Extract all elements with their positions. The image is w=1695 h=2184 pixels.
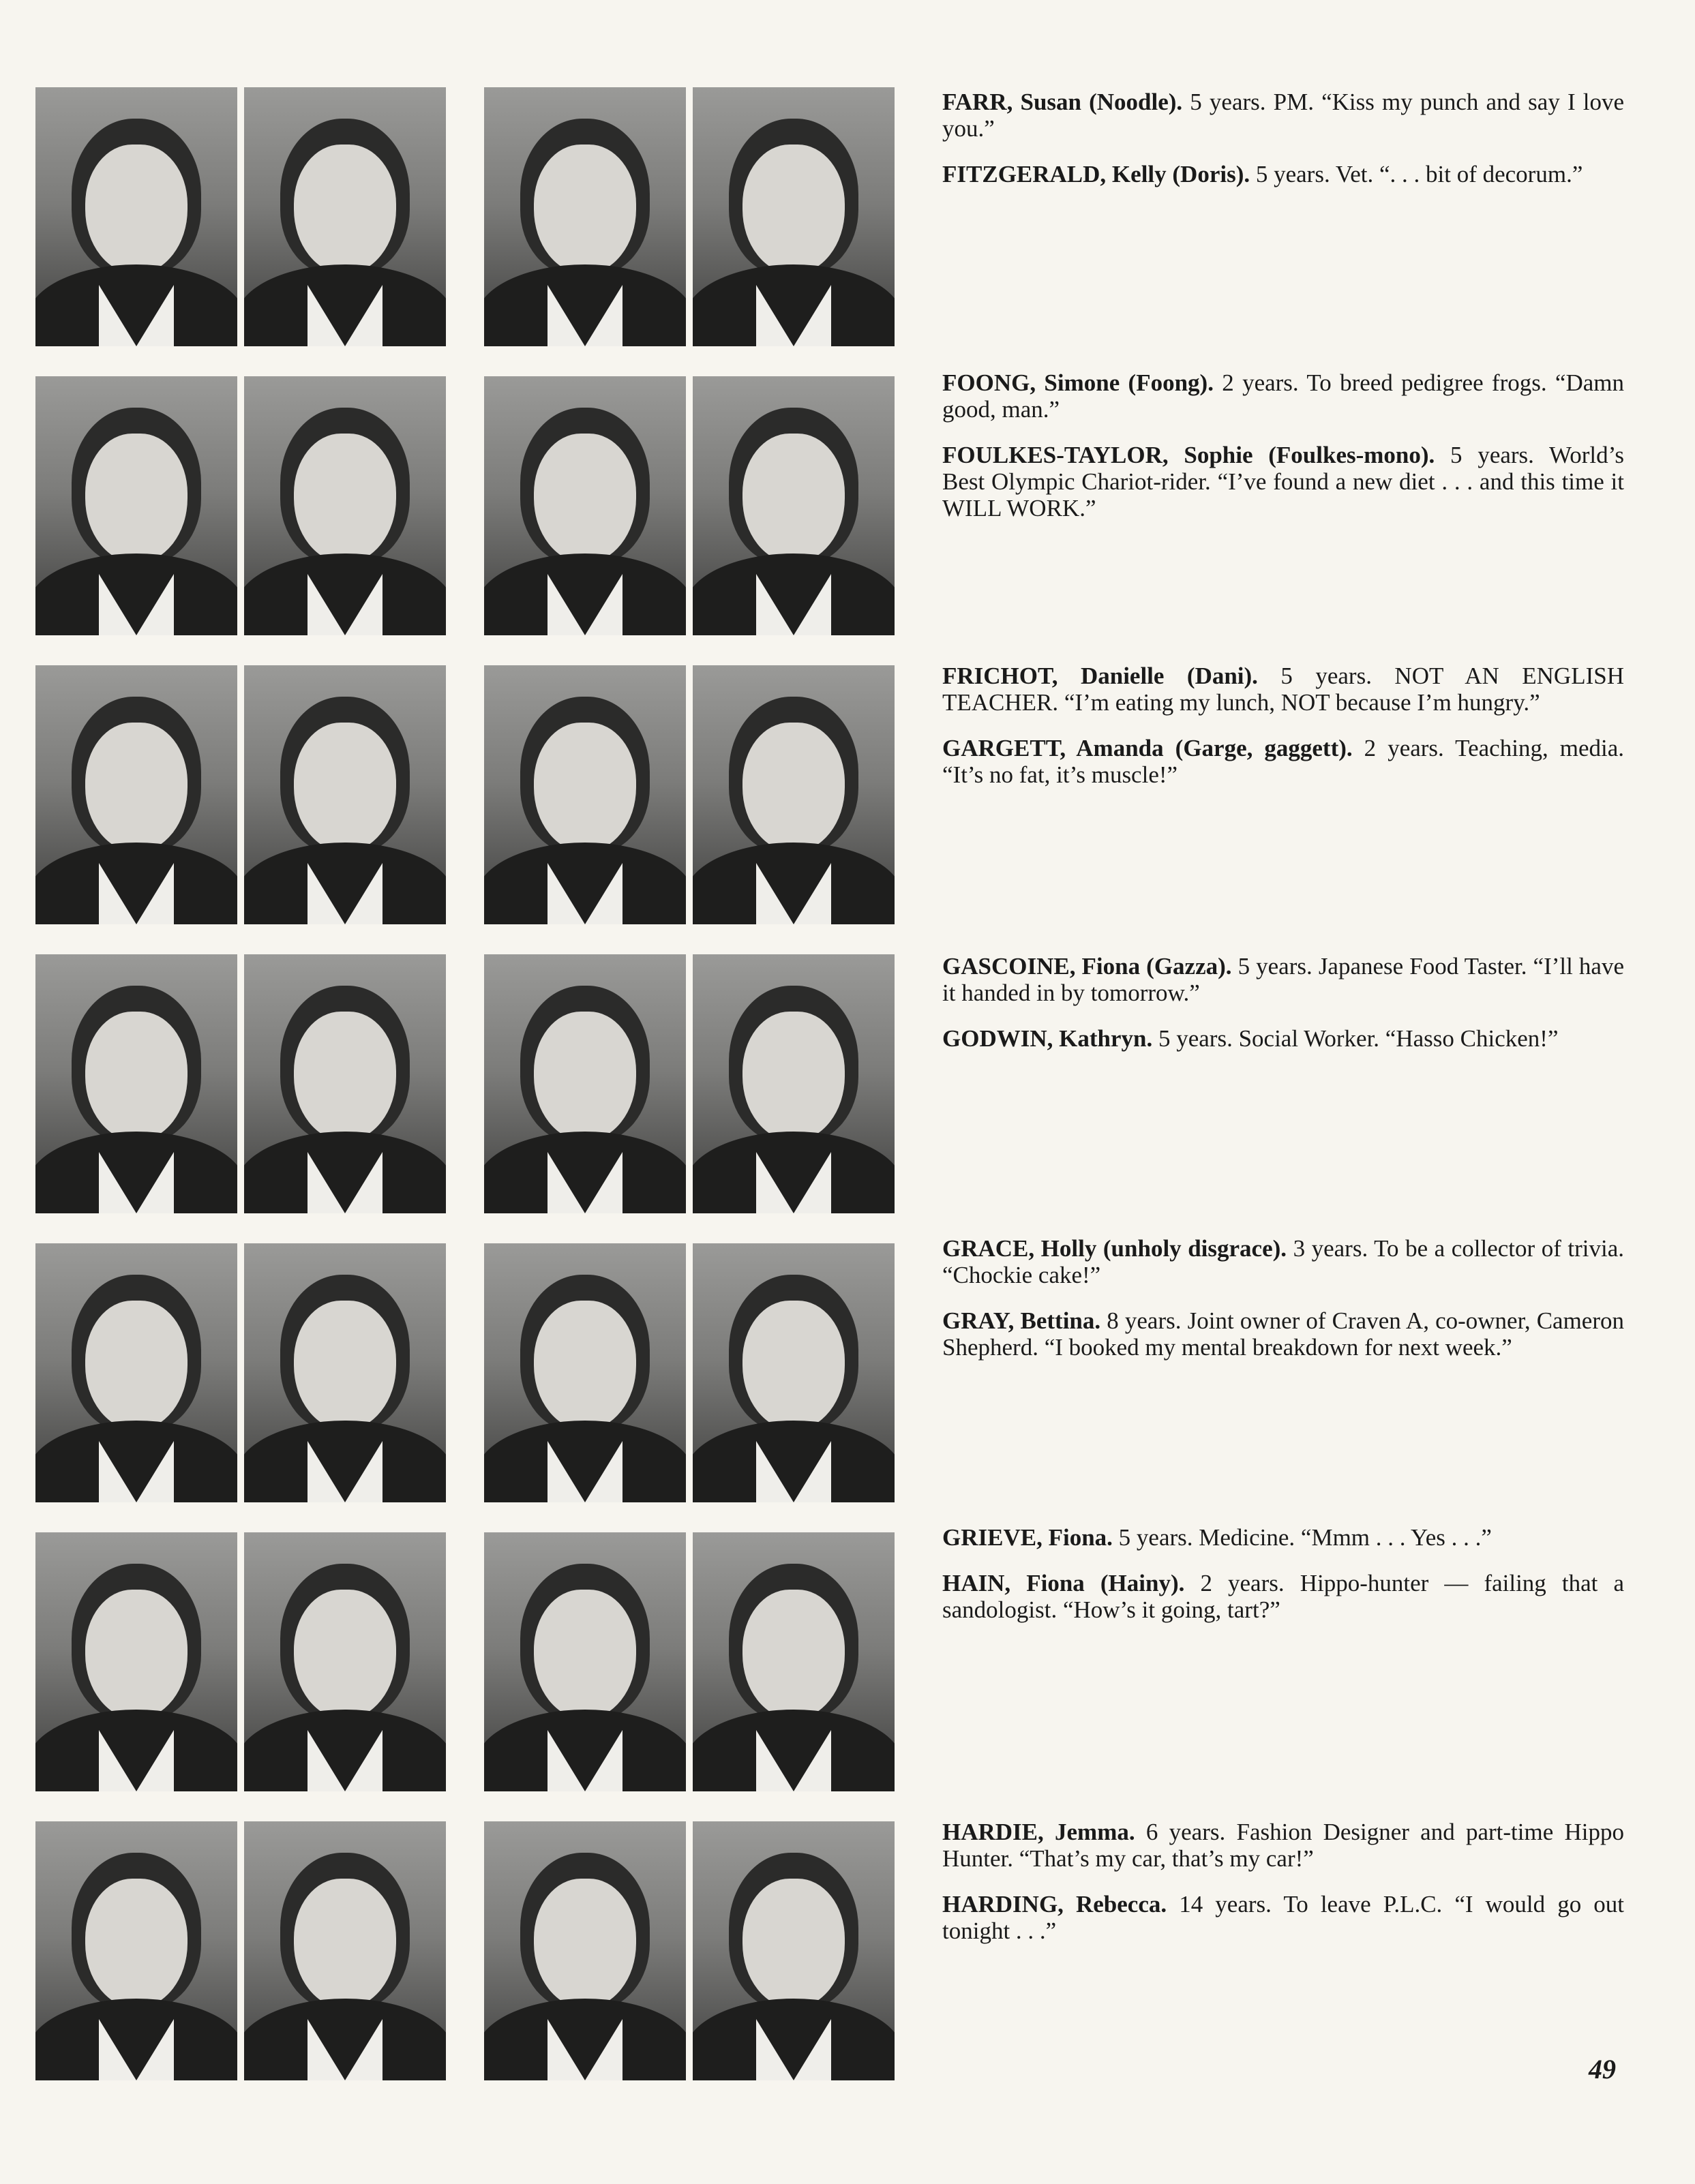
student-entry — [942, 1025, 1624, 1052]
student-details: 5 years. World’s Best Olympic Chariot-rider. “I’ve found a new diet . . . and this time it WILL WORK.” — [942, 442, 1624, 521]
student-entry — [942, 1819, 1624, 1872]
photo-pair — [35, 1243, 451, 1502]
student-name: HARDING, Rebecca. — [942, 1891, 1167, 1917]
student-details: 6 years. Fashion Designer and part-time Hippo Hunter. “That’s my car, that’s my car!” — [942, 1819, 1624, 1872]
photo-pair — [35, 1532, 451, 1791]
student-details: 5 years. Medicine. “Mmm . . . Yes . . .” — [1112, 1524, 1492, 1551]
student-entry — [942, 735, 1624, 788]
student-name: FOONG, Simone (Foong). — [942, 369, 1214, 396]
student-portrait — [484, 1821, 686, 2080]
student-name: HAIN, Fiona (Hainy). — [942, 1570, 1185, 1596]
student-portrait — [244, 1821, 446, 2080]
photo-pair — [35, 665, 451, 924]
student-name: GRIEVE, Fiona. — [942, 1524, 1113, 1551]
photo-pair — [484, 665, 900, 924]
photo-pair — [484, 87, 900, 346]
student-name: HARDIE, Jemma. — [942, 1819, 1135, 1845]
student-details: 2 years. To breed pedigree frogs. “Damn good, man.” — [942, 369, 1624, 423]
student-name: GASCOINE, Fiona (Gazza). — [942, 953, 1232, 980]
student-portrait — [693, 1821, 895, 2080]
student-details: 5 years. Japanese Food Taster. “I’ll have it handed in by tomorrow.” — [942, 953, 1624, 1006]
student-name: GRAY, Bettina. — [942, 1307, 1101, 1334]
student-portrait — [484, 1532, 686, 1791]
student-portrait — [244, 954, 446, 1213]
photo-pair — [35, 376, 451, 635]
student-details: 5 years. Vet. “. . . bit of decorum.” — [1250, 161, 1583, 187]
student-portrait — [35, 1821, 237, 2080]
student-name: GODWIN, Kathryn. — [942, 1025, 1153, 1052]
student-details: 5 years. Social Worker. “Hasso Chicken!” — [1152, 1025, 1559, 1052]
student-name: FOULKES-TAYLOR, Sophie (Foulkes-mono). — [942, 442, 1435, 468]
student-details: 5 years. PM. “Kiss my punch and say I love you.” — [942, 89, 1624, 142]
student-name: FITZGERALD, Kelly (Doris). — [942, 161, 1250, 187]
page-number: 49 — [1589, 2054, 1616, 2084]
caption-block — [942, 953, 1624, 1071]
caption-block — [942, 663, 1624, 807]
student-entry — [942, 369, 1624, 423]
student-portrait — [484, 665, 686, 924]
student-portrait — [244, 665, 446, 924]
photo-pair — [484, 1243, 900, 1502]
student-entry — [942, 161, 1624, 187]
student-portrait — [35, 87, 237, 346]
student-portrait — [484, 954, 686, 1213]
caption-block — [942, 89, 1624, 207]
student-row — [0, 1235, 1695, 1502]
student-portrait — [244, 1532, 446, 1791]
student-entry — [942, 1524, 1624, 1551]
student-entry — [942, 1570, 1624, 1623]
photo-pair — [484, 1821, 900, 2080]
student-details: 2 years. Hippo-hunter — failing that a sandologist. “How’s it going, tart?” — [942, 1570, 1624, 1623]
student-portrait — [244, 1243, 446, 1502]
photo-pair — [35, 954, 451, 1213]
student-row — [0, 87, 1695, 346]
photo-pair — [484, 376, 900, 635]
student-details: 3 years. To be a collector of trivia. “Chockie cake!” — [942, 1235, 1624, 1288]
student-portrait — [693, 87, 895, 346]
student-portrait — [35, 1532, 237, 1791]
student-details: 14 years. To leave P.L.C. “I would go out tonight . . .” — [942, 1891, 1625, 1944]
student-portrait — [693, 954, 895, 1213]
caption-block — [942, 1819, 1624, 1963]
student-portrait — [484, 1243, 686, 1502]
student-portrait — [484, 87, 686, 346]
photo-pair — [35, 1821, 451, 2080]
student-portrait — [693, 665, 895, 924]
student-row — [0, 665, 1695, 924]
student-portrait — [693, 1243, 895, 1502]
caption-block — [942, 1235, 1624, 1380]
caption-block — [942, 1524, 1624, 1642]
student-entry — [942, 953, 1624, 1006]
student-portrait — [484, 376, 686, 635]
student-name: FARR, Susan (Noodle). — [942, 89, 1183, 115]
student-portrait — [35, 665, 237, 924]
photo-pair — [484, 1532, 900, 1791]
student-entry — [942, 663, 1624, 716]
student-entry — [942, 1891, 1624, 1944]
student-portrait — [35, 1243, 237, 1502]
student-portrait — [244, 87, 446, 346]
student-portrait — [693, 1532, 895, 1791]
student-entry — [942, 1307, 1624, 1361]
student-portrait — [244, 376, 446, 635]
student-name: FRICHOT, Danielle (Dani). — [942, 663, 1258, 689]
student-row — [0, 369, 1695, 635]
student-entry — [942, 89, 1624, 142]
photo-pair — [484, 954, 900, 1213]
student-row — [0, 1524, 1695, 1791]
caption-block — [942, 369, 1624, 541]
student-portrait — [35, 376, 237, 635]
student-details: 8 years. Joint owner of Craven A, co-owner, Cameron Shepherd. “I booked my mental breakdown for next week.” — [942, 1307, 1624, 1361]
student-row — [0, 1821, 1695, 2080]
student-row — [0, 954, 1695, 1213]
student-portrait — [35, 954, 237, 1213]
student-entry — [942, 1235, 1624, 1288]
student-name: GRACE, Holly (unholy disgrace). — [942, 1235, 1287, 1262]
photo-pair — [35, 87, 451, 346]
student-name: GARGETT, Amanda (Garge, gaggett). — [942, 735, 1353, 761]
student-details: 5 years. NOT AN ENGLISH TEACHER. “I’m eating my lunch, NOT because I’m hungry.” — [942, 663, 1624, 716]
student-portrait — [693, 376, 895, 635]
student-entry — [942, 442, 1624, 521]
student-details: 2 years. Teaching, media. “It’s no fat, it’s muscle!” — [942, 735, 1624, 788]
